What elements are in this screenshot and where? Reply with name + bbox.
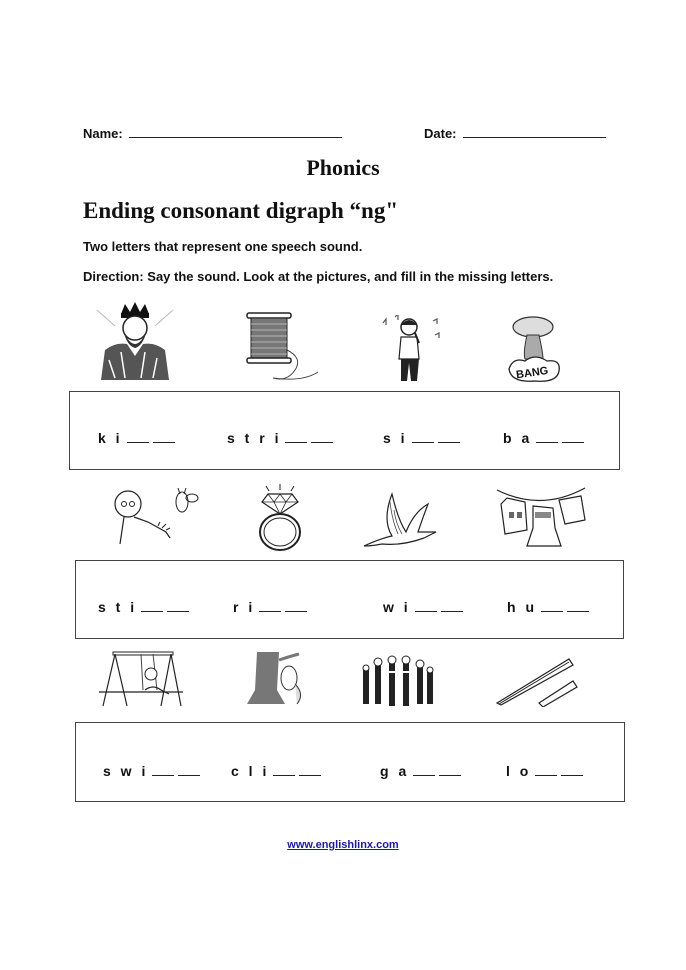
blank[interactable] [536,441,558,443]
bang-explosion-picture [505,313,565,385]
blank[interactable] [438,441,460,443]
answer-box-row-2 [75,560,624,639]
blank[interactable] [153,441,175,443]
word-string[interactable]: s t r i [227,430,333,446]
footer-link[interactable]: www.englishlinx.com [287,839,399,851]
page-title: Phonics [306,155,380,180]
blank[interactable] [141,610,163,612]
blank[interactable] [167,610,189,612]
blank[interactable] [562,441,584,443]
blank[interactable] [178,774,200,776]
blank[interactable] [259,610,281,612]
answer-box-row-3 [75,722,625,802]
date-line[interactable] [463,125,606,138]
long-pencil-picture [495,655,580,707]
svg-text:BANG: BANG [515,364,550,382]
blank[interactable] [439,774,461,776]
direction-text: Direction: Say the sound. Look at the pictures, and fill in the missing letters. [83,269,554,284]
name-field[interactable] [83,125,342,143]
bird-wing-picture [362,490,442,552]
worksheet-subtitle: Ending consonant digraph “ng" [83,198,399,223]
blank[interactable] [415,610,437,612]
blank[interactable] [412,441,434,443]
word-bang[interactable]: b a [503,430,584,446]
clothes-hung-picture [495,484,587,554]
blank[interactable] [127,441,149,443]
blank[interactable] [567,610,589,612]
blank[interactable] [285,610,307,612]
word-swing[interactable]: s w i [103,763,200,779]
blank[interactable] [413,774,435,776]
gang-picture [360,652,436,708]
singing-boy-picture [375,315,450,385]
string-spool-picture [243,310,323,385]
word-sting[interactable]: s t i [98,599,189,615]
bee-sting-picture [110,482,200,554]
word-long[interactable]: l o [506,763,583,779]
name-line[interactable] [129,125,342,138]
blank[interactable] [273,774,295,776]
word-king[interactable]: k i [98,430,175,446]
blank[interactable] [535,774,557,776]
date-field[interactable] [424,125,606,143]
word-cling[interactable]: c l i [231,763,321,779]
answer-box-row-1 [69,391,620,470]
blank[interactable] [541,610,563,612]
word-ring[interactable]: r i [233,599,307,615]
word-wing[interactable]: w i [383,599,463,615]
blank[interactable] [299,774,321,776]
name-label: Name: [83,126,123,141]
swing-picture [99,650,183,708]
date-label: Date: [424,126,457,141]
ring-picture [250,484,310,554]
word-gang[interactable]: g a [380,763,461,779]
blank[interactable] [152,774,174,776]
blank[interactable] [561,774,583,776]
squirrel-clinging-picture [245,650,305,708]
blank[interactable] [285,441,307,443]
word-sing[interactable]: s i [383,430,460,446]
word-hung[interactable]: h u [507,599,589,615]
blank[interactable] [441,610,463,612]
definition-text: Two letters that represent one speech sound. [83,239,363,254]
blank[interactable] [311,441,333,443]
king-picture [95,300,175,385]
